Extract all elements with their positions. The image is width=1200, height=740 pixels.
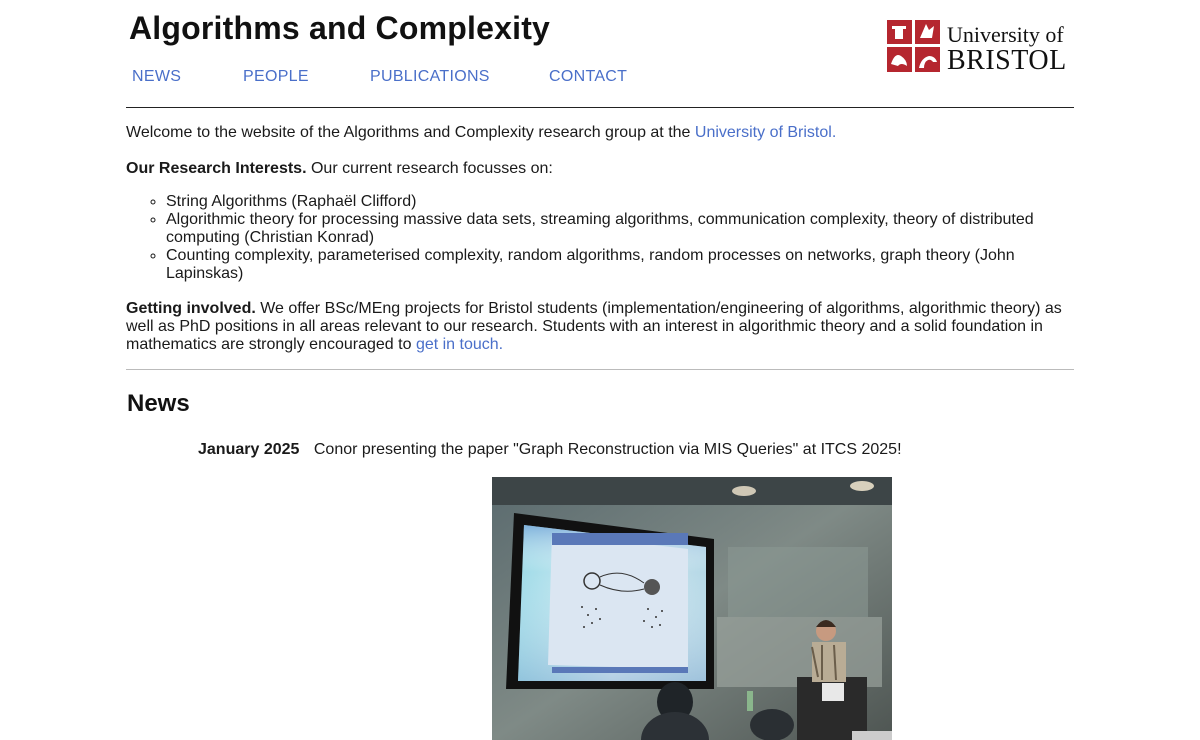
nav-news-link[interactable]: NEWS — [132, 68, 182, 85]
logo-wordmark — [947, 24, 1067, 75]
welcome-text: Welcome to the website of the Algorithms and Complexity research group at the — [126, 124, 695, 141]
conference-photo-image — [492, 477, 892, 740]
site-title: Algorithms and Complexity — [129, 10, 551, 46]
research-interests-paragraph — [126, 160, 1074, 178]
research-interests-heading: Our Research Interests. — [126, 160, 307, 177]
news-date: January 2025 — [198, 441, 300, 458]
getting-involved-paragraph — [126, 300, 1074, 354]
research-interests-intro: Our current research focusses on: — [306, 160, 553, 177]
welcome-paragraph — [126, 124, 1074, 142]
getting-involved-text: We offer BSc/MEng projects for Bristol students (implementation/engineering of algorithms, algorithmic theory) as well as PhD positions in all areas relevant to our research. Students with an interest in algorithmic theory and a solid foundation in mathematics are strongly encouraged to — [126, 300, 1062, 353]
nav-contact-link[interactable]: CONTACT — [549, 68, 628, 85]
get-in-touch-link-period[interactable]: . — [498, 336, 504, 353]
university-link[interactable]: University of Bristol — [694, 124, 832, 141]
getting-involved-heading: Getting involved. — [126, 300, 256, 317]
header-divider — [126, 107, 1074, 108]
section-divider — [126, 369, 1074, 370]
news-heading: News — [127, 390, 190, 417]
university-link-period[interactable]: . — [831, 124, 837, 141]
bristol-crest-icon — [887, 18, 941, 74]
list-item: ◦ Algorithmic theory for processing massive data sets, streaming algorithms, communication complexity, theory of distributed computing (Christian Konrad) — [166, 211, 1086, 247]
logo-line-1: University of — [947, 22, 1064, 47]
list-item: ◦ Counting complexity, parameterised complexity, random algorithms, random processes on networks, graph theory (John Lapinskas) — [166, 247, 1086, 283]
nav-publications-link[interactable]: PUBLICATIONS — [370, 68, 490, 85]
news-photo — [492, 477, 892, 740]
get-in-touch-link[interactable]: get in touch — [415, 336, 499, 353]
research-interests-list — [126, 193, 1086, 283]
nav-people-link[interactable]: PEOPLE — [243, 68, 309, 85]
logo-line-2: BRISTOL — [947, 45, 1067, 76]
news-item — [198, 441, 902, 459]
university-logo[interactable] — [887, 18, 1073, 76]
news-text: Conor presenting the paper "Graph Reconstruction via MIS Queries" at ITCS 2025! — [313, 441, 902, 458]
list-item: ◦ String Algorithms (Raphaël Clifford) — [166, 193, 1086, 211]
